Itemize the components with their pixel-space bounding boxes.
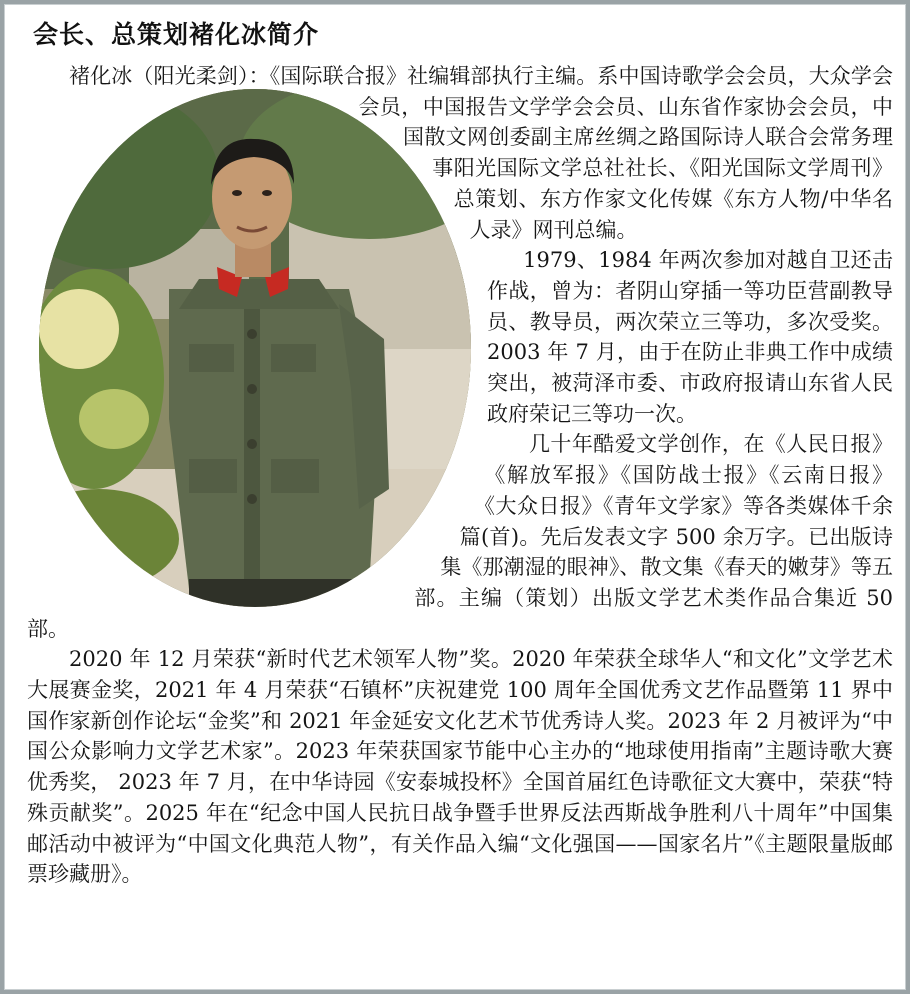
document-page [4, 4, 906, 990]
paragraph-3: 几十年酷爱文学创作，在《人民日报》《解放军报》《国防战士报》《云南日报》《大众日报》《青年文学家》等各类媒体千余篇(首)。先后发表文字 500 余万字。已出版诗集《那潮湿的眼神》、散文集《春天的嫩芽》等五部。主编（策划）出版文学艺术类作品合集近 50 部。 [27, 432, 893, 641]
biography-text [27, 61, 893, 890]
paragraph-4: 2020 年 12 月荣获“新时代艺术领军人物”奖。2020 年荣获全球华人“和文化”文学艺术大展赛金奖，2021 年 4 月荣获“石镇杯”庆祝建党 100 周年全国优秀文艺作品暨第 11 界中国作家新创作论坛“金奖”和 2021 年金延安文化艺术节优秀诗人奖。2023 年 2 月被评为“中国公众影响力文学艺术家”。2023 年荣获国家节能中心主办的“地球使用指南”主题诗歌大赛优秀奖， 2023 年 7 月，在中华诗园《安泰城投杯》全国首届红色诗歌征文大赛中，荣获“特殊贡献奖”。2025 年在“纪念中国人民抗日战争暨手世界反法西斯战争胜利八十周年”中国集邮活动中被评为“中国文化典范人物”，有关作品入编“文化强国——国家名片”《主题限量版邮票珍藏册》。 [27, 647, 893, 887]
paragraph-2: 1979、1984 年两次参加对越自卫还击作战，曾为：者阴山穿插一等功臣营副教导员、教导员，两次荣立三等功，多次受奖。2003 年 7 月，由于在防止非典工作中成绩突出，被菏泽市委、市政府报请山东省人民政府荣记三等功一次。 [487, 248, 893, 426]
page-title: 会长、总策划褚化冰简介 [33, 20, 320, 49]
paragraph-1: 褚化冰（阳光柔剑）：《国际联合报》社编辑部执行主编。系中国诗歌学会会员，大众学会会员，中国报告文学学会会员、山东省作家协会会员，中国散文网创委副主席丝绸之路国际诗人联合会常务理事阳光国际文学总社社长、《阳光国际文学周刊》总策划、东方作家文化传媒《东方人物/中华名人录》网刊总编。 [69, 64, 893, 242]
